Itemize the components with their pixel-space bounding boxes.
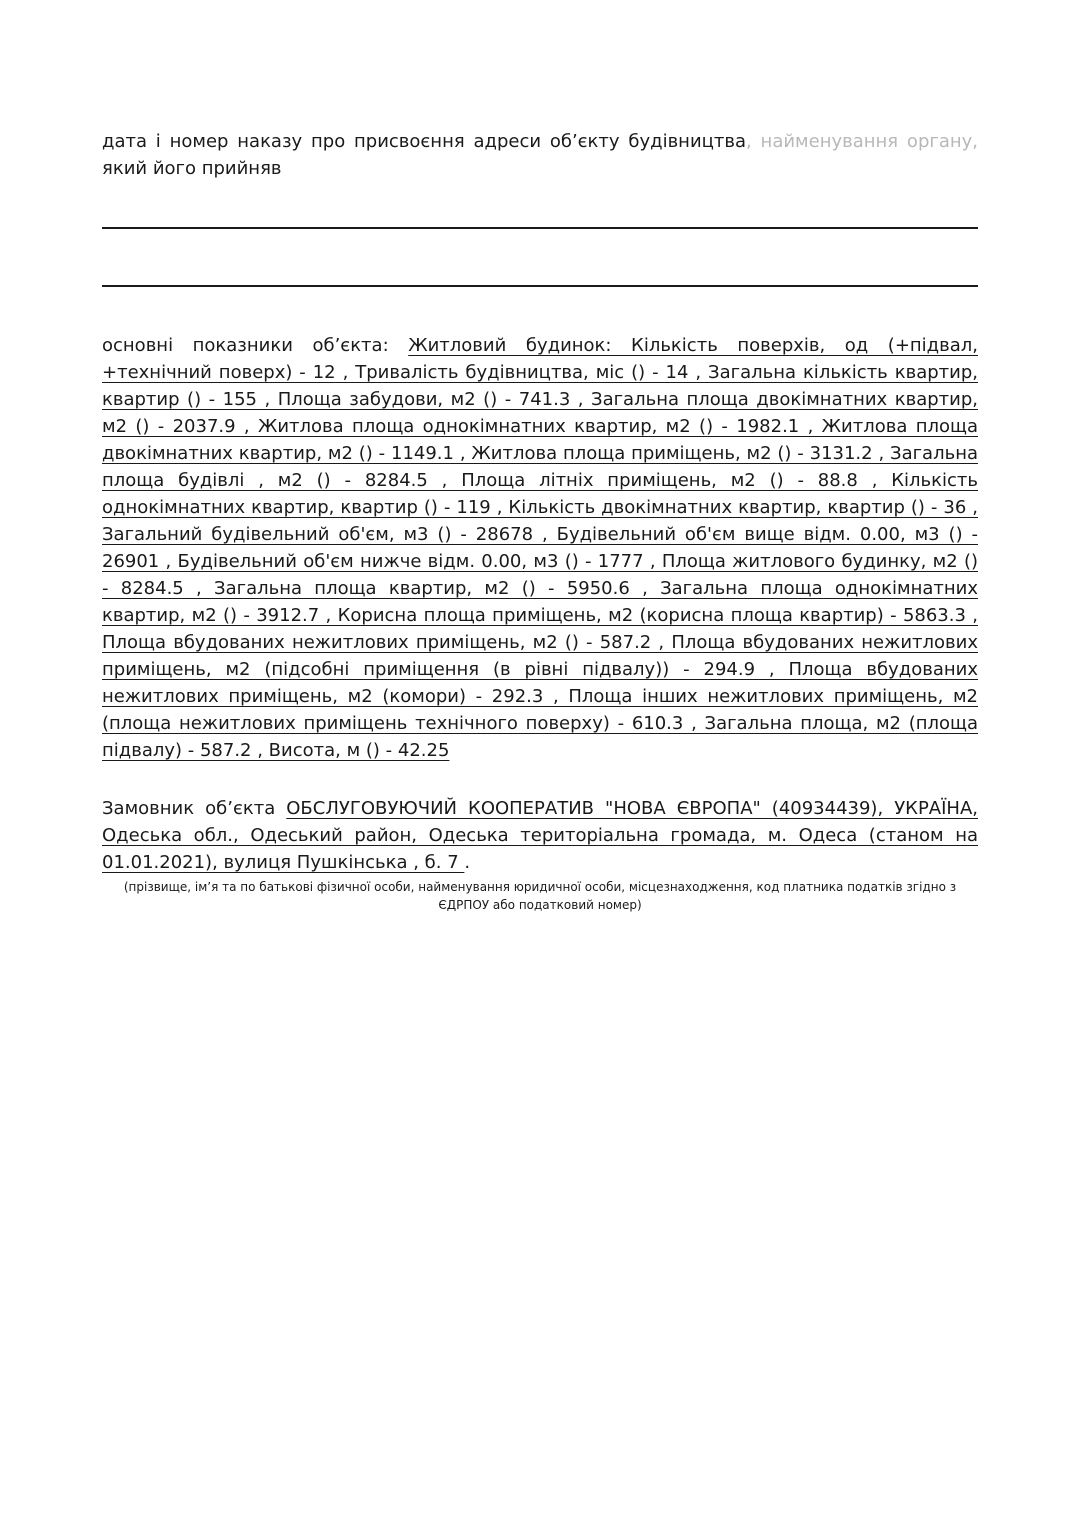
indicators-value: Житловий будинок: Кількість поверхів, од (+підвал, +технічний поверх) - 12 , Тривалість будівництва, міс () - 14 , Загальна кількість квартир, квартир () - 155 , Площа забудови, м2 () - 741.3 , Загальна площа двокімнатних квартир, м2 () - 2037.9 , Житлова площа однокімнатних квартир, м2 () - 1982.1 , Житлова площа двокімнатних квартир, м2 () - 1149.1 , Житлова площа приміщень, м2 () - 3131.2 , Загальна площа будівлі , м2 () - 8284.5 , Площа літніх приміщень, м2 () - 88.8 , Кількість однокімнатних квартир, квартир () - 119 , Кількість двокімнатних квартир, квартир () - 36 , Загальний будівельний об'єм, м3 () - 28678 , Будівельний об'єм вище відм. 0.00, м3 () - 26901 , Будівельний об'єм нижче відм. 0.00, м3 () - 1777 , Площа житлового будинку, м2 () - 8284.5 , Загальна площа квартир, м2 () - 5950.6 , Загальна площа однокімнатних квартир, м2 () - 3912.7 , Корисна площа приміщень, м2 (корисна площа квартир) - 5863.3 , Площа вбудованих нежитлових приміщень, м2 () - 587.2 , Площа вбудованих нежитлових приміщень, м2 (підсобні приміщення (в рівні підвалу)) - 294.9 , Площа вбудованих нежитлових приміщень, м2 (комори) - 292.3 , Площа інших нежитлових приміщень, м2 (площа нежитлових приміщень технічного поверху) - 610.3 , Загальна площа, м2 (площа підвалу) - 587.2 , Висота, м () - 42.25 bbox=[102, 335, 978, 761]
indicators-label: основні показники об’єкта: bbox=[102, 335, 389, 356]
blank-line-1 bbox=[102, 227, 978, 229]
customer-value: ОБСЛУГОВУЮЧИЙ КООПЕРАТИВ "НОВА ЄВРОПА" (40934439), УКРАЇНА, Одеська обл., Одеський район, Одеська територіальна громада, м. Одеса (станом на 01.01.2021), вулиця Пушкінська , б. 7 bbox=[102, 798, 978, 873]
order-info-tail-text: який його прийняв bbox=[102, 158, 282, 179]
order-info-text: дата і номер наказу про присвоєння адреси об’єкту будівництва bbox=[102, 131, 747, 152]
customer-paragraph bbox=[102, 795, 978, 876]
customer-end: . bbox=[464, 852, 471, 873]
order-info-paragraph bbox=[102, 128, 978, 182]
customer-caption: (прізвище, ім’я та по батькові фізичної особи, найменування юридичної особи, місцезнаходження, код платника податків згідно з ЄДРПОУ або податковий номер) bbox=[123, 880, 957, 912]
indicators-paragraph bbox=[102, 332, 978, 764]
blank-line-2 bbox=[102, 285, 978, 287]
order-info-faded-text: , найменування органу, bbox=[746, 131, 979, 152]
customer-label: Замовник об’єкта bbox=[102, 798, 276, 819]
